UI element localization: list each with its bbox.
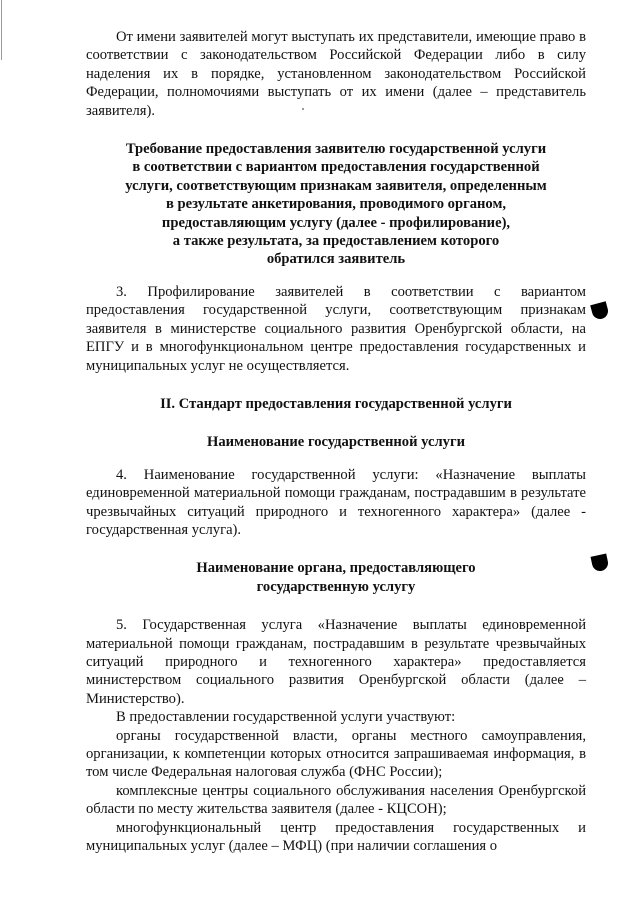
paragraph-participant: многофункциональный центр предоставления государственных и муниципальных услуг (далее – МФЦ) (при наличии соглашения о: [86, 819, 586, 855]
section-title: II. Стандарт предоставления государственной услуги: [160, 395, 512, 412]
document-body: [86, 28, 586, 855]
heading-line: в результате анкетирования, проводимого органом,: [165, 196, 507, 213]
paragraph-participants-intro: В предоставлении государственной услуги участвуют:: [116, 709, 456, 726]
paragraph-representatives: От имени заявителей могут выступать их представители, имеющие право в соответствии с законодательством Российской Федерации либо в силу наделения их в порядке, установленном законодательством Российской Федерации, полномочиями выступать от их имени (далее – представитель заявителя).: [86, 29, 586, 119]
heading-line: государственную услугу: [256, 578, 416, 595]
binding-hole-mark: [591, 554, 610, 573]
heading-line: обратился заявитель: [266, 251, 406, 268]
heading-line: услуги, соответствующим признакам заявителя, определенным: [125, 177, 547, 194]
heading-profiling: [86, 140, 586, 269]
heading-line: Требование предоставления заявителю государственной услуги: [125, 141, 547, 158]
heading-organ: [86, 559, 586, 596]
heading-service-name: Наименование государственной услуги: [207, 434, 465, 451]
paragraph-3-profiling: 3. Профилирование заявителей в соответствии с вариантом предоставления государственной услуги, соответствующим признакам заявителя в министерстве социального развития Оренбургской области, на ЕПГУ и в многофункциональном центре предоставления государственных и муниципальных услуг не осуществляется.: [86, 283, 586, 374]
heading-line: в соответствии с вариантом предоставления государственной: [132, 159, 540, 176]
binding-hole-mark: [590, 301, 610, 321]
paragraph-participant: комплексные центры социального обслуживания населения Оренбургской области по месту жительства заявителя (далее - КЦСОН);: [86, 782, 586, 818]
heading-line: предоставляющим услугу (далее - профилирование),: [161, 214, 511, 231]
paragraph-4-service-name: 4. Наименование государственной услуги: «Назначение выплаты единовременной материальной помощи гражданам, пострадавшим в результате чрезвычайных ситуаций природного и техногенного характера» (далее - государственная услуга).: [86, 466, 586, 538]
heading-line: Наименование органа, предоставляющего: [196, 560, 476, 577]
scan-edge-line: [1, 0, 2, 60]
heading-line: а также результата, за предоставлением которого: [172, 233, 500, 250]
paragraph-participant: органы государственной власти, органы местного самоуправления, организации, к компетенции которых относится запрашиваемая информация, в том числе Федеральная налоговая служба (ФНС России);: [86, 727, 586, 781]
paragraph-5-organ: 5. Государственная услуга «Назначение выплаты единовременной материальной помощи гражданам, пострадавшим в результате чрезвычайных ситуаций природного и техногенного характера» предоставляется министерством социального развития Оренбургской области (далее – Министерство).: [86, 617, 586, 707]
